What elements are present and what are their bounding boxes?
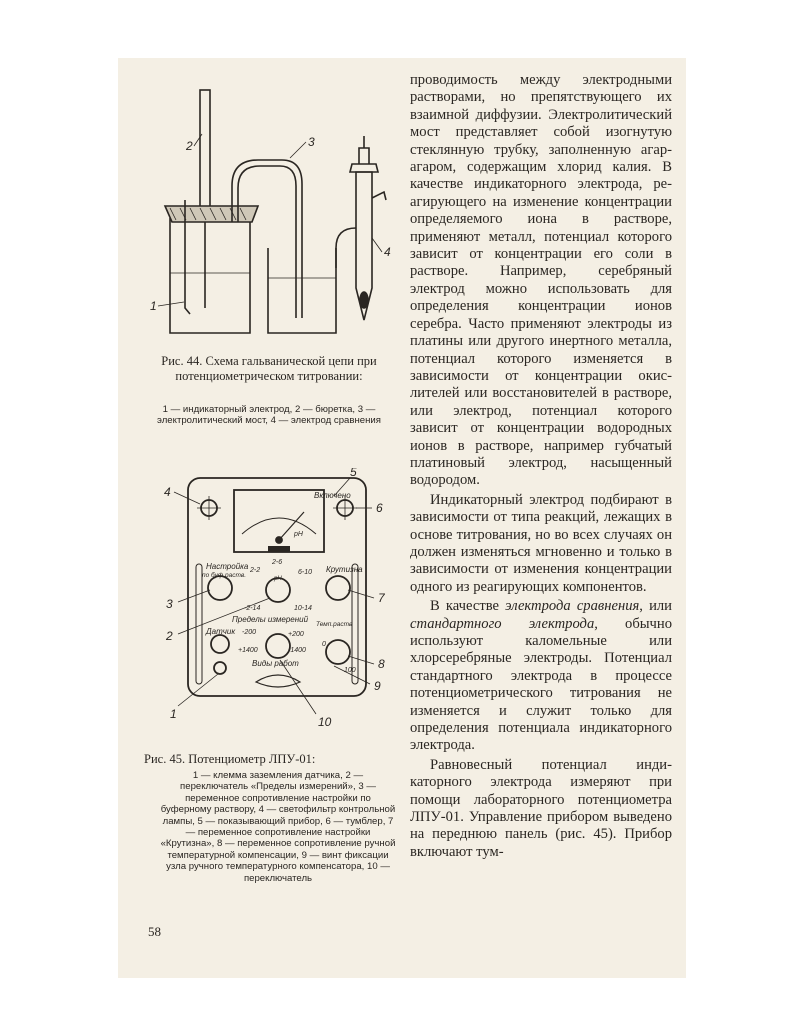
fig45-callout-3: 3 [166, 597, 173, 611]
slope-knob [326, 576, 350, 600]
label-minus1400: -1400 [288, 647, 306, 654]
label-vklyucheno: Включено [314, 491, 351, 500]
label-krutizna: Крутизна [326, 565, 363, 574]
p3-text-b: , или [639, 598, 672, 615]
label-range-d: 6-10 [298, 569, 313, 576]
label-nastroyka: Настройка [206, 562, 249, 571]
fig44-label-2: 2 [186, 139, 193, 153]
figure-45-legend: 1 — клемма заземления датчика, 2 — переключатель «Пределы измерений», 3 — переменное сопротивление настройки по буферному раствору, 4 — светофильтр контрольной лампы, 5 — показывающий прибор, 6 — тумблер, 7 — переменное сопротивление настройки «Крутизна», 8 — переменное сопротивление ручной температурной компенсации, 9 — винт фиксации узла ручного температурного компенсатора, 10 — переключатель [160, 770, 396, 884]
sensor-switch [211, 635, 229, 653]
figure-45-drawing [138, 468, 404, 736]
fig45-callout-2: 2 [166, 629, 173, 643]
book-page [118, 58, 686, 978]
label-hundred: 100 [344, 667, 356, 674]
p3-emphasis-standard-electrode: стандартного электрода [410, 615, 595, 632]
fig44-label-3: 3 [308, 135, 315, 149]
fig45-callout-7: 7 [378, 591, 385, 605]
figure-44-drawing [140, 88, 400, 338]
figure-44-svg [140, 88, 400, 338]
figure-44-title: Рис. 44. Схема гальванической цепи при потенциометрическом титровании: [161, 354, 377, 383]
meter-ph-label: pH [294, 531, 303, 538]
figure-44-legend: 1 — индикаторный электрод, 2 — бюретка, 3 — электролитический мост, 4 — электрод сравнения [157, 404, 381, 427]
label-plus200: +200 [288, 631, 304, 638]
ground-terminal [214, 662, 226, 674]
label-ph: pH [274, 576, 282, 582]
fig45-callout-5: 5 [350, 468, 357, 479]
fig45-callout-6: 6 [376, 501, 383, 515]
temp-comp-knob [326, 640, 350, 664]
label-predely: Пределы измерений [232, 615, 309, 624]
fig45-callout-10: 10 [318, 715, 332, 729]
body-text-column [410, 72, 672, 861]
figure-45-svg [138, 468, 404, 736]
paragraph-2: Индикаторный электрод подбирают в зависимости от типа реакций, лежащих в основе титрования, но во всех случаях он должен изменяться мгновенно и только в зависимости от изменения концентрации одного из реагирующих компонентов. [410, 491, 672, 595]
fig45-callout-9: 9 [374, 679, 381, 693]
label-range-b: -2-14 [244, 605, 261, 612]
buffer-adjust-knob [208, 576, 232, 600]
p3-text-c: , обычно используют каломельные или хлорсеребряные электроды. Потенциал стандартного электрода в процессе потенциометрического титрования не изменяется и служит только для определения потенциала индикаторного электрода. [410, 615, 672, 754]
label-vidy: Виды работ [252, 659, 299, 668]
label-range-e: 10-14 [294, 605, 312, 612]
paragraph-1: проводимость между электродными растворами, но препятствующего их взаимной диффузии. Электролитический мост представляет собой изогнутую стеклянную трубку, заполненную агар-агаром, содержащим хлорид калия. В качестве индикаторного электрода, реагирующего на изменение концентрации определяемого иона в растворе, применяют металл, потенциал которого зависит от концентрации его соли в растворе. Например, серебряный электрод можно использовать для определения концентрации ионов серебра. Часто применяют электроды из платины или другого инертного металла, потенциал которого изменяется в зависимости от концентрации окислителей или восстановителей в растворе, или электрод, потенциал которого зависит от концентрации водородных ионов в растворе, например губчатый платиновый электрод, насыщенный водородом. [410, 72, 672, 489]
burette [200, 90, 210, 220]
label-temp: Темп.раств [316, 621, 353, 628]
electrolytic-bridge [232, 160, 302, 318]
figure-45-title: Рис. 45. Потенциометр ЛПУ-01: [144, 752, 316, 766]
fig45-callout-4: 4 [164, 485, 171, 499]
label-range-c: 2-6 [272, 559, 283, 566]
label-range-a: 2-2 [250, 567, 261, 574]
paragraph-3 [410, 598, 672, 755]
p3-text-a: В качестве [430, 598, 506, 615]
paragraph-4: Равновесный потенциал индикаторного электрода измеряют при помощи лабораторного потенциометра ЛПУ-01. Управление прибором выведено на переднюю панель (рис. 45). Прибор включают тум- [410, 756, 672, 860]
p3-emphasis-reference-electrode: электрода сравнения [505, 598, 640, 615]
left-beaker [170, 218, 250, 333]
fig44-label-1: 1 [150, 299, 157, 313]
label-minus200: -200 [242, 629, 257, 636]
fig44-label-4: 4 [384, 245, 391, 259]
label-datchik: Датчик [206, 627, 236, 636]
label-po-buf: по буф.раств. [202, 572, 247, 579]
page-number: 58 [148, 924, 161, 939]
label-zero: 0 [322, 641, 326, 648]
fig45-callout-8: 8 [378, 657, 385, 671]
mode-switch [266, 634, 290, 658]
label-plus1400: +1400 [238, 647, 258, 654]
fig45-callout-1: 1 [170, 707, 177, 721]
